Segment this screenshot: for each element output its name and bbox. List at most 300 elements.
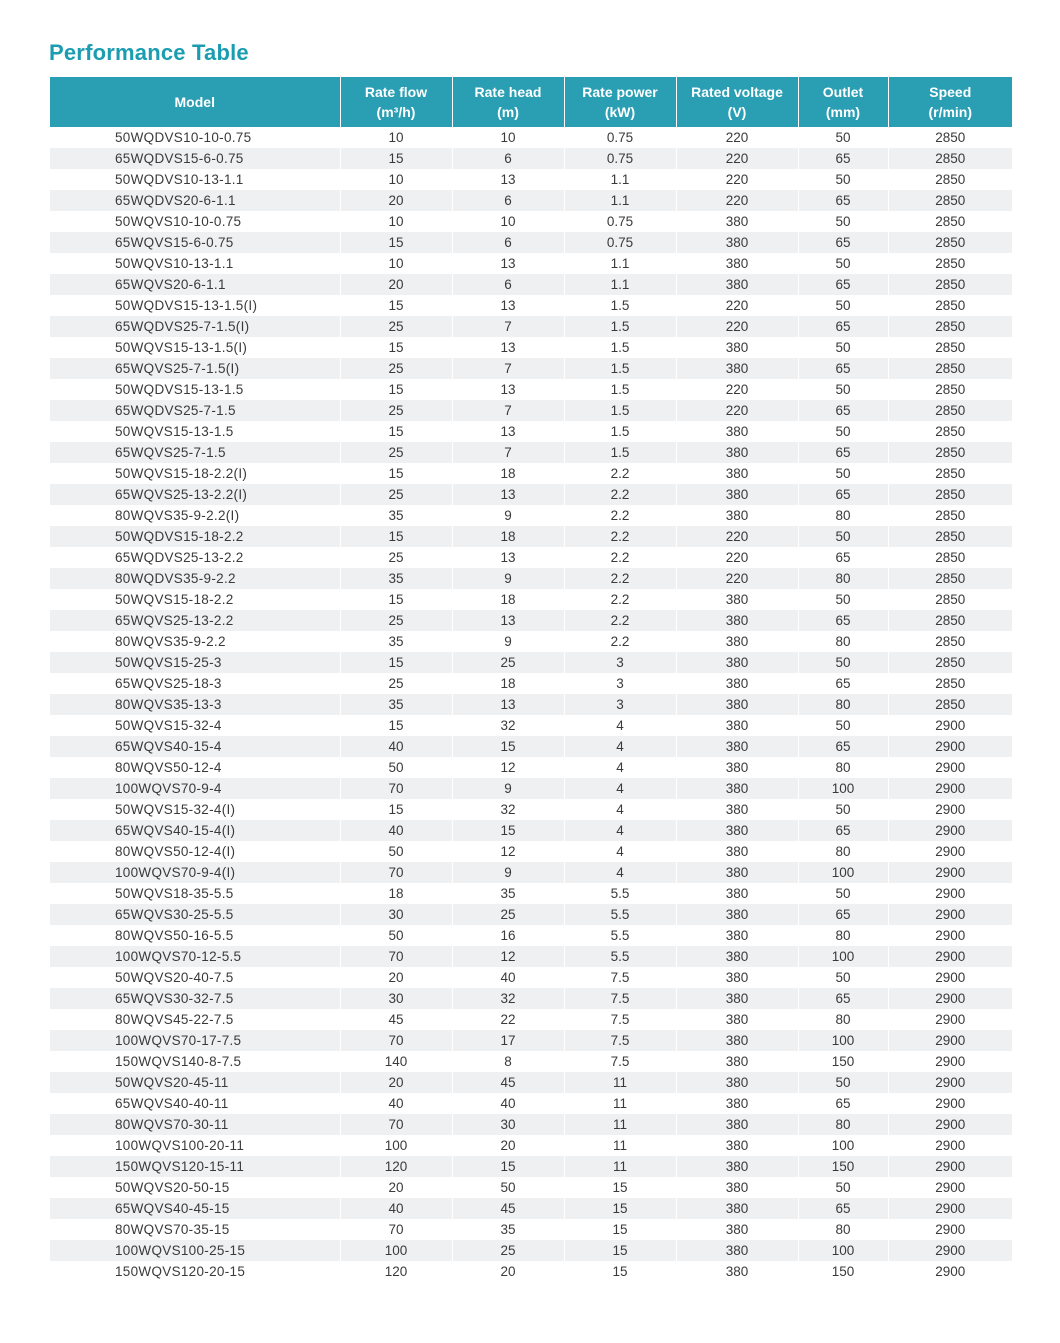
- table-row: [50, 505, 1012, 526]
- cell-speed: 2850: [888, 400, 1012, 421]
- cell-model: 50WQVS15-13-1.5(I): [50, 337, 340, 358]
- cell-model: 50WQVS18-35-5.5: [50, 883, 340, 904]
- cell-rate-flow: 10: [340, 169, 452, 190]
- cell-rate-head: 30: [452, 1114, 564, 1135]
- cell-model: 80WQVS35-13-3: [50, 694, 340, 715]
- cell-rated-voltage: 380: [676, 778, 798, 799]
- cell-rated-voltage: 380: [676, 736, 798, 757]
- cell-rate-power: 15: [564, 1198, 676, 1219]
- cell-rate-head: 35: [452, 883, 564, 904]
- cell-rate-power: 4: [564, 841, 676, 862]
- cell-model: 50WQDVS10-13-1.1: [50, 169, 340, 190]
- cell-model: 65WQVS25-7-1.5(I): [50, 358, 340, 379]
- cell-rate-head: 13: [452, 421, 564, 442]
- table-row: [50, 1219, 1012, 1240]
- table-row: [50, 1177, 1012, 1198]
- cell-rate-flow: 50: [340, 925, 452, 946]
- cell-outlet: 100: [798, 778, 888, 799]
- cell-rate-flow: 25: [340, 316, 452, 337]
- cell-rate-flow: 50: [340, 757, 452, 778]
- cell-model: 80WQVS70-30-11: [50, 1114, 340, 1135]
- cell-rate-flow: 15: [340, 148, 452, 169]
- cell-rate-power: 11: [564, 1114, 676, 1135]
- cell-rate-power: 5.5: [564, 883, 676, 904]
- cell-rate-head: 12: [452, 841, 564, 862]
- cell-rate-head: 13: [452, 547, 564, 568]
- cell-rate-head: 15: [452, 820, 564, 841]
- cell-rated-voltage: 380: [676, 715, 798, 736]
- cell-rated-voltage: 380: [676, 694, 798, 715]
- cell-speed: 2850: [888, 652, 1012, 673]
- cell-model: 80WQVS50-16-5.5: [50, 925, 340, 946]
- cell-outlet: 65: [798, 1093, 888, 1114]
- cell-speed: 2850: [888, 253, 1012, 274]
- cell-rate-head: 32: [452, 799, 564, 820]
- cell-rate-power: 3: [564, 694, 676, 715]
- cell-rate-head: 10: [452, 127, 564, 148]
- cell-outlet: 50: [798, 379, 888, 400]
- cell-rate-head: 9: [452, 778, 564, 799]
- table-row: [50, 904, 1012, 925]
- cell-speed: 2850: [888, 484, 1012, 505]
- cell-outlet: 50: [798, 421, 888, 442]
- cell-outlet: 80: [798, 694, 888, 715]
- cell-speed: 2900: [888, 1261, 1012, 1282]
- table-row: [50, 1051, 1012, 1072]
- cell-rate-flow: 20: [340, 1072, 452, 1093]
- cell-rate-flow: 40: [340, 1198, 452, 1219]
- cell-speed: 2900: [888, 1240, 1012, 1261]
- cell-outlet: 80: [798, 925, 888, 946]
- table-row: [50, 652, 1012, 673]
- cell-outlet: 65: [798, 358, 888, 379]
- cell-speed: 2900: [888, 1219, 1012, 1240]
- cell-speed: 2850: [888, 547, 1012, 568]
- cell-outlet: 65: [798, 1198, 888, 1219]
- cell-outlet: 65: [798, 442, 888, 463]
- cell-rate-flow: 20: [340, 190, 452, 211]
- cell-rate-flow: 25: [340, 610, 452, 631]
- table-row: [50, 1135, 1012, 1156]
- cell-outlet: 65: [798, 736, 888, 757]
- table-row: [50, 925, 1012, 946]
- cell-rate-flow: 70: [340, 1219, 452, 1240]
- cell-model: 150WQVS140-8-7.5: [50, 1051, 340, 1072]
- cell-outlet: 65: [798, 988, 888, 1009]
- cell-rate-power: 1.5: [564, 316, 676, 337]
- cell-model: 65WQDVS25-13-2.2: [50, 547, 340, 568]
- cell-rated-voltage: 220: [676, 379, 798, 400]
- cell-rate-flow: 15: [340, 652, 452, 673]
- cell-rate-flow: 15: [340, 421, 452, 442]
- cell-rate-flow: 15: [340, 463, 452, 484]
- table-row: [50, 211, 1012, 232]
- cell-rate-head: 32: [452, 988, 564, 1009]
- cell-rate-head: 15: [452, 736, 564, 757]
- column-header-rate-flow: [340, 77, 452, 127]
- cell-model: 65WQDVS15-6-0.75: [50, 148, 340, 169]
- cell-speed: 2900: [888, 1177, 1012, 1198]
- cell-rated-voltage: 380: [676, 967, 798, 988]
- cell-model: 65WQVS30-25-5.5: [50, 904, 340, 925]
- cell-rate-head: 6: [452, 190, 564, 211]
- cell-speed: 2850: [888, 526, 1012, 547]
- table-row: [50, 1009, 1012, 1030]
- page-title: Performance Table: [49, 40, 249, 65]
- cell-model: 50WQDVS15-13-1.5: [50, 379, 340, 400]
- cell-rated-voltage: 380: [676, 1177, 798, 1198]
- cell-rate-power: 1.5: [564, 400, 676, 421]
- cell-speed: 2850: [888, 295, 1012, 316]
- cell-rated-voltage: 380: [676, 820, 798, 841]
- cell-rate-flow: 15: [340, 715, 452, 736]
- table-row: [50, 421, 1012, 442]
- cell-model: 50WQDVS15-13-1.5(I): [50, 295, 340, 316]
- column-header-label: Outlet: [822, 84, 864, 100]
- cell-rated-voltage: 380: [676, 988, 798, 1009]
- cell-rated-voltage: 380: [676, 1135, 798, 1156]
- cell-speed: 2850: [888, 421, 1012, 442]
- cell-rate-head: 25: [452, 1240, 564, 1261]
- table-row: [50, 799, 1012, 820]
- cell-speed: 2850: [888, 610, 1012, 631]
- cell-rate-flow: 40: [340, 1093, 452, 1114]
- cell-speed: 2900: [888, 925, 1012, 946]
- cell-speed: 2900: [888, 883, 1012, 904]
- cell-model: 50WQVS15-32-4: [50, 715, 340, 736]
- table-row: [50, 1114, 1012, 1135]
- cell-rate-head: 8: [452, 1051, 564, 1072]
- cell-rated-voltage: 380: [676, 232, 798, 253]
- cell-speed: 2900: [888, 841, 1012, 862]
- column-header-speed: [888, 77, 1012, 127]
- cell-rated-voltage: 220: [676, 169, 798, 190]
- cell-model: 50WQVS10-10-0.75: [50, 211, 340, 232]
- cell-model: 50WQVS15-18-2.2(I): [50, 463, 340, 484]
- cell-speed: 2900: [888, 778, 1012, 799]
- cell-rate-head: 12: [452, 757, 564, 778]
- column-header-model: [50, 77, 340, 127]
- cell-rate-flow: 70: [340, 946, 452, 967]
- cell-outlet: 65: [798, 904, 888, 925]
- cell-speed: 2850: [888, 631, 1012, 652]
- cell-speed: 2850: [888, 379, 1012, 400]
- cell-speed: 2900: [888, 988, 1012, 1009]
- table-row: [50, 484, 1012, 505]
- cell-speed: 2900: [888, 967, 1012, 988]
- cell-model: 65WQDVS25-7-1.5: [50, 400, 340, 421]
- cell-rate-head: 13: [452, 295, 564, 316]
- cell-rate-flow: 40: [340, 820, 452, 841]
- table-row: [50, 757, 1012, 778]
- column-header-label: Speed: [929, 84, 972, 100]
- cell-rated-voltage: 380: [676, 925, 798, 946]
- table-row: [50, 610, 1012, 631]
- cell-rate-flow: 10: [340, 211, 452, 232]
- cell-rate-head: 9: [452, 862, 564, 883]
- cell-outlet: 50: [798, 253, 888, 274]
- cell-model: 65WQVS40-15-4: [50, 736, 340, 757]
- cell-rated-voltage: 220: [676, 316, 798, 337]
- cell-rate-power: 0.75: [564, 211, 676, 232]
- table-row: [50, 400, 1012, 421]
- cell-rated-voltage: 380: [676, 841, 798, 862]
- cell-rate-power: 1.5: [564, 337, 676, 358]
- cell-model: 80WQVS70-35-15: [50, 1219, 340, 1240]
- cell-rate-head: 9: [452, 505, 564, 526]
- cell-rate-power: 15: [564, 1261, 676, 1282]
- cell-rate-head: 13: [452, 694, 564, 715]
- cell-rate-flow: 15: [340, 295, 452, 316]
- table-row: [50, 862, 1012, 883]
- cell-model: 65WQVS30-32-7.5: [50, 988, 340, 1009]
- cell-rate-flow: 10: [340, 253, 452, 274]
- table-row: [50, 127, 1012, 148]
- table-header: [50, 77, 1012, 127]
- cell-rate-head: 7: [452, 358, 564, 379]
- cell-model: 65WQVS40-45-15: [50, 1198, 340, 1219]
- cell-speed: 2850: [888, 673, 1012, 694]
- cell-model: 150WQVS120-20-15: [50, 1261, 340, 1282]
- cell-rate-power: 5.5: [564, 946, 676, 967]
- cell-rate-power: 7.5: [564, 988, 676, 1009]
- table-row: [50, 1261, 1012, 1282]
- cell-rated-voltage: 380: [676, 421, 798, 442]
- cell-outlet: 100: [798, 862, 888, 883]
- cell-rate-head: 18: [452, 463, 564, 484]
- cell-rate-flow: 25: [340, 442, 452, 463]
- table-row: [50, 694, 1012, 715]
- cell-rate-power: 5.5: [564, 925, 676, 946]
- cell-rate-head: 16: [452, 925, 564, 946]
- table-row: [50, 379, 1012, 400]
- column-header-unit: (mm): [825, 104, 861, 120]
- cell-rate-power: 1.1: [564, 253, 676, 274]
- cell-outlet: 50: [798, 169, 888, 190]
- cell-model: 100WQVS70-9-4(I): [50, 862, 340, 883]
- cell-rated-voltage: 380: [676, 1219, 798, 1240]
- cell-outlet: 65: [798, 148, 888, 169]
- cell-outlet: 50: [798, 967, 888, 988]
- table-row: [50, 1156, 1012, 1177]
- cell-speed: 2850: [888, 127, 1012, 148]
- cell-rate-flow: 45: [340, 1009, 452, 1030]
- cell-outlet: 50: [798, 883, 888, 904]
- cell-rated-voltage: 380: [676, 1156, 798, 1177]
- cell-rate-power: 1.1: [564, 274, 676, 295]
- cell-model: 50WQVS15-25-3: [50, 652, 340, 673]
- cell-rate-power: 5.5: [564, 904, 676, 925]
- cell-outlet: 100: [798, 1030, 888, 1051]
- cell-rate-power: 15: [564, 1240, 676, 1261]
- cell-model: 65WQVS15-6-0.75: [50, 232, 340, 253]
- cell-rated-voltage: 380: [676, 862, 798, 883]
- cell-rated-voltage: 380: [676, 1051, 798, 1072]
- table-row: [50, 568, 1012, 589]
- cell-speed: 2850: [888, 211, 1012, 232]
- cell-outlet: 50: [798, 1072, 888, 1093]
- table-row: [50, 253, 1012, 274]
- table-row: [50, 820, 1012, 841]
- table-row: [50, 778, 1012, 799]
- cell-rate-head: 6: [452, 148, 564, 169]
- cell-rate-flow: 140: [340, 1051, 452, 1072]
- cell-rate-flow: 35: [340, 631, 452, 652]
- cell-speed: 2900: [888, 1156, 1012, 1177]
- cell-outlet: 65: [798, 400, 888, 421]
- header-row: [50, 77, 1012, 127]
- cell-model: 50WQVS15-18-2.2: [50, 589, 340, 610]
- cell-model: 80WQVS35-9-2.2(I): [50, 505, 340, 526]
- cell-rated-voltage: 380: [676, 1030, 798, 1051]
- table-row: [50, 988, 1012, 1009]
- cell-outlet: 50: [798, 799, 888, 820]
- cell-rated-voltage: 380: [676, 610, 798, 631]
- cell-rated-voltage: 220: [676, 190, 798, 211]
- cell-rated-voltage: 380: [676, 946, 798, 967]
- cell-speed: 2900: [888, 1114, 1012, 1135]
- column-header-label: Model: [174, 94, 215, 110]
- table-row: [50, 841, 1012, 862]
- cell-rated-voltage: 380: [676, 631, 798, 652]
- cell-rate-power: 4: [564, 820, 676, 841]
- cell-rate-flow: 15: [340, 337, 452, 358]
- cell-rate-flow: 30: [340, 988, 452, 1009]
- cell-rated-voltage: 380: [676, 1114, 798, 1135]
- cell-rated-voltage: 380: [676, 1198, 798, 1219]
- cell-model: 50WQDVS15-18-2.2: [50, 526, 340, 547]
- table-row: [50, 1240, 1012, 1261]
- column-header-label: Rate head: [474, 84, 542, 100]
- cell-rate-flow: 20: [340, 274, 452, 295]
- cell-rated-voltage: 380: [676, 484, 798, 505]
- cell-outlet: 150: [798, 1156, 888, 1177]
- cell-rated-voltage: 380: [676, 757, 798, 778]
- cell-model: 50WQVS15-32-4(I): [50, 799, 340, 820]
- cell-model: 80WQVS45-22-7.5: [50, 1009, 340, 1030]
- cell-speed: 2850: [888, 358, 1012, 379]
- cell-model: 80WQVS50-12-4(I): [50, 841, 340, 862]
- cell-speed: 2900: [888, 715, 1012, 736]
- cell-speed: 2900: [888, 736, 1012, 757]
- cell-outlet: 80: [798, 1114, 888, 1135]
- cell-rated-voltage: 380: [676, 505, 798, 526]
- column-header-unit: (kW): [604, 104, 636, 120]
- cell-rate-head: 13: [452, 379, 564, 400]
- table-row: [50, 883, 1012, 904]
- cell-outlet: 80: [798, 841, 888, 862]
- column-header-label: Rate flow: [364, 84, 428, 100]
- cell-rate-power: 7.5: [564, 1051, 676, 1072]
- cell-rated-voltage: 380: [676, 589, 798, 610]
- cell-rate-power: 11: [564, 1135, 676, 1156]
- cell-rate-flow: 15: [340, 232, 452, 253]
- cell-model: 100WQVS70-17-7.5: [50, 1030, 340, 1051]
- cell-rate-head: 18: [452, 526, 564, 547]
- column-header-unit: (V): [727, 104, 747, 120]
- cell-rate-head: 18: [452, 673, 564, 694]
- cell-rate-flow: 15: [340, 799, 452, 820]
- cell-model: 65WQVS40-15-4(I): [50, 820, 340, 841]
- cell-speed: 2850: [888, 589, 1012, 610]
- cell-outlet: 80: [798, 1219, 888, 1240]
- cell-rated-voltage: 380: [676, 883, 798, 904]
- table-row: [50, 169, 1012, 190]
- cell-rated-voltage: 380: [676, 463, 798, 484]
- cell-rate-head: 6: [452, 274, 564, 295]
- cell-rate-flow: 70: [340, 778, 452, 799]
- cell-outlet: 65: [798, 673, 888, 694]
- cell-outlet: 80: [798, 568, 888, 589]
- table-row: [50, 337, 1012, 358]
- cell-model: 80WQDVS35-9-2.2: [50, 568, 340, 589]
- table-row: [50, 274, 1012, 295]
- cell-rate-head: 18: [452, 589, 564, 610]
- cell-rate-flow: 25: [340, 547, 452, 568]
- cell-rate-head: 32: [452, 715, 564, 736]
- cell-rate-head: 20: [452, 1261, 564, 1282]
- cell-outlet: 65: [798, 820, 888, 841]
- cell-outlet: 65: [798, 274, 888, 295]
- column-header-label: Rated voltage: [691, 84, 783, 100]
- cell-rate-power: 11: [564, 1093, 676, 1114]
- cell-rate-flow: 25: [340, 358, 452, 379]
- cell-rate-power: 1.5: [564, 358, 676, 379]
- table-row: [50, 148, 1012, 169]
- cell-rated-voltage: 380: [676, 1009, 798, 1030]
- cell-model: 50WQVS15-13-1.5: [50, 421, 340, 442]
- column-header-rated-voltage: [676, 77, 798, 127]
- cell-rate-power: 2.2: [564, 526, 676, 547]
- cell-rated-voltage: 220: [676, 526, 798, 547]
- cell-rate-head: 9: [452, 568, 564, 589]
- cell-rate-flow: 20: [340, 1177, 452, 1198]
- cell-speed: 2850: [888, 232, 1012, 253]
- cell-rated-voltage: 220: [676, 148, 798, 169]
- cell-rated-voltage: 380: [676, 673, 798, 694]
- cell-rate-head: 25: [452, 652, 564, 673]
- cell-rate-flow: 35: [340, 694, 452, 715]
- cell-rate-flow: 40: [340, 736, 452, 757]
- cell-speed: 2850: [888, 148, 1012, 169]
- cell-rate-flow: 70: [340, 1030, 452, 1051]
- cell-rate-power: 11: [564, 1156, 676, 1177]
- cell-rate-head: 13: [452, 610, 564, 631]
- cell-outlet: 80: [798, 505, 888, 526]
- cell-rate-flow: 70: [340, 1114, 452, 1135]
- cell-rate-power: 15: [564, 1177, 676, 1198]
- cell-model: 65WQVS20-6-1.1: [50, 274, 340, 295]
- cell-outlet: 65: [798, 190, 888, 211]
- cell-model: 65WQVS25-7-1.5: [50, 442, 340, 463]
- table-row: [50, 232, 1012, 253]
- cell-rate-head: 13: [452, 484, 564, 505]
- cell-rate-power: 4: [564, 799, 676, 820]
- cell-rate-flow: 25: [340, 400, 452, 421]
- table-row: [50, 1030, 1012, 1051]
- cell-rate-flow: 50: [340, 841, 452, 862]
- cell-rate-head: 13: [452, 253, 564, 274]
- cell-rate-power: 4: [564, 778, 676, 799]
- cell-rate-head: 17: [452, 1030, 564, 1051]
- cell-speed: 2900: [888, 1030, 1012, 1051]
- cell-outlet: 50: [798, 715, 888, 736]
- cell-speed: 2900: [888, 1072, 1012, 1093]
- cell-rated-voltage: 220: [676, 400, 798, 421]
- cell-rate-head: 13: [452, 337, 564, 358]
- performance-table: [50, 77, 1012, 1282]
- cell-speed: 2850: [888, 169, 1012, 190]
